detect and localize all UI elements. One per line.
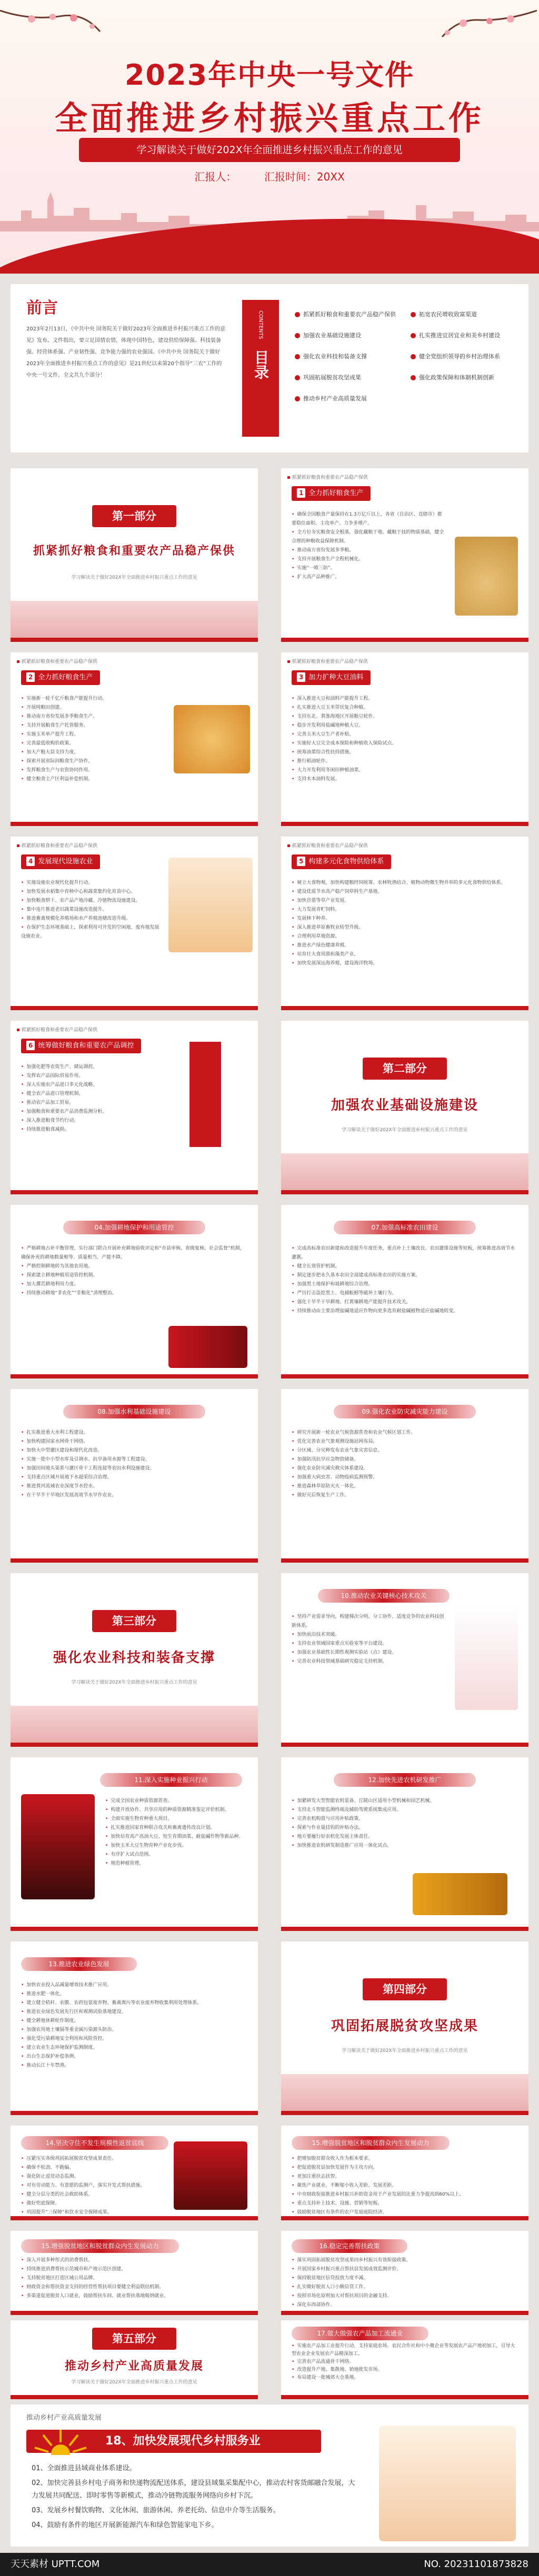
toc-heading: 目录 [252,349,270,379]
bullet-dot-icon [295,354,300,359]
list-item: • 建设优质节水高产稳产饲草料生产基地。 [292,888,518,897]
list-item: • 发展林下种养。 [292,914,518,923]
part-subtitle: 学习解读关于做好202X年全面推进乡村振兴重点工作的意见 [71,575,197,580]
part-badge: 第一部分 [92,505,176,527]
slide-s16: 15.增强脱贫地区和脱贫群众内生发展动力 • 把增加脱贫群众收入作为根本要求。 • 把促进脱贫县加快发展作为主攻方向。 • 更加注重扶志扶智。 • 聚焦产业就业，不断缩小收入差距、发展差距。 • 中央财政衔接推进乡村振兴补助资金用于产业发展的比重力争提高到60%以上。 • 重点支持补上技术、设施、营销等短板。 • 鼓励脱贫地区有条件的农户发展庭院经济。 [281,2126,528,2220]
time-label: 汇报时间：20XX [264,170,345,183]
red-side-panel [189,1042,221,1147]
list-item: • 出台生态保护补偿条例。 [21,2052,247,2061]
grain-bowl-icon [174,705,250,773]
slide-header: 推动乡村产业高质量发展 [26,2414,102,2422]
list-item: • 支持脱贫地区打造区域公用品牌。 [21,2274,247,2283]
list-item: • 加快前沿技术突破。 [292,1631,444,1639]
cover-subtitle: 学习解读关于做好202X年全面推进乡村振兴重点工作的意见 [79,138,460,162]
list-item: • 大力开发利用冬闲田种植油菜。 [292,766,518,775]
bullet-list [292,1797,518,1850]
final-list-item: 02、加快完善县乡村电子商务和快递物流配送体系，建设县域集采集配中心，推动农村客货邮融合发展，大力发展共同配送、即时零售等新模式，推动冷链物流服务网络向乡村下沉。 [32,2479,355,2500]
list-item: • 实施一批中小型水库及引调水、抗旱备用水源等工程建设。 [21,1455,247,1464]
list-item: • 探索开展省际间粮食生产协作。 [21,757,168,766]
toc-list [295,300,521,437]
toc-item-label: 加强农业基础设施建设 [303,332,361,339]
flag-bearers-icon [174,2141,247,2210]
list-item: • 强化干旱半干旱耕地、红黄壤耕地产能提升技术攻关。 [292,1298,518,1307]
list-item: • 在保护生态环境基础上，探索利用可开发的空闲地、废弃地发展设施农业。 [21,923,163,941]
bullet-list [292,1613,444,1666]
list-item: • 加紧研发大型智能农机装备、丘陵山区适用小型机械和园艺机械。 [292,1797,518,1806]
list-item: • 健全长效管护机制。 [292,1262,518,1271]
toc-item-label: 拓宽农民增收致富渠道 [419,311,477,318]
soldiers-flag-icon [21,1794,95,1899]
list-item: • 加快推进农机研发制造推广应用一体化试点。 [292,1842,518,1850]
list-item: • 地方要履行好农机化发展主体责任。 [292,1833,518,1842]
slide-s5 [281,837,528,1010]
list-item: • 探索与作业量挂钩的补贴办法。 [292,1824,518,1833]
section-tag: 5 构建多元化食物供给体系 [292,854,391,869]
list-item: • 持续推动由主要治理盐碱地适应作物向更多选育耐盐碱植物适应盐碱地转变。 [292,1307,518,1316]
list-item: • 做好兜底保障。 [21,2199,163,2208]
slide-s9: 08.加强水利基础设施建设 • 扎实推进重大水利工程建设。 • 加快构建国家水网骨干网络。 • 加快大中型灌区建设和现代化改造。 • 实施一批中小型水库及引调水、抗旱备用水源等工程建设。 • 加强田间地头渠系与灌区骨干工程连接等农田水利设施建设。 • 支持重点区域开展地下水超采综合治理。 • 推进黄河流域农业深度节水控水。 • 在干旱半干旱地区发展高效节水旱作农业。 [11,1389,258,1563]
bullet-dot-icon [411,375,416,380]
watermark-left: 天天素材 UPTT.COM [11,2559,100,2570]
list-item: • 支持重点区域开展地下水超采综合治理。 [21,1473,247,1482]
list-item: • 推进农业绿色发展先行区和观测试验基地建设。 [21,2008,247,2017]
list-item: • 深化东西部协作。 [292,2301,518,2310]
bullet-list [21,1981,247,2070]
list-item: • 持续推动耕地“非农化”“非粮化”清理整治。 [21,1289,247,1298]
list-item: • 按照市场化原则加大对帮扶项目的金融支持。 [292,2292,518,2301]
slide-s10: 09.强化农业防灾减灾能力建设 • 研究开展新一轮农业气候资源普查和农业气候区划工作。 • 优化完善农业气象观测设施站网布局。 • 分区域、分灾种发布农业气象灾害信息。 • 加强防汛抗旱应急物资储备。 • 强化农业防灾减灾救灾体系建设。 • 加强重大病虫害、动物疫病监测预警。 • 推进森林草原防灭火一体化。 • 做好灾后恢复生产工作。 [281,1389,528,1563]
list-item: • 扎实推进大豆玉米带状复合种植。 [292,703,518,712]
final-list-item: 03、发展乡村餐饮购物、文化休闲、旅游休闲、养老托幼、信息中介等生活服务。 [32,2507,280,2514]
list-item: • 大力发展青贮饲料。 [292,905,518,914]
bullet-list [292,695,518,784]
slide-header: 抓紧抓好粮食和重要农产品稳产保供 [287,842,368,849]
list-item: • 开展吨粮田创建。 [21,703,168,712]
list-item: • 布局建设一批城郊大仓基地。 [292,2374,518,2382]
bullet-list [292,510,444,582]
bullet-dot-icon [295,333,300,338]
list-item: • 确保不松劲、不跑偏。 [21,2164,163,2172]
list-item: • 开展国家乡村振兴重点帮扶县发展成效监测评价。 [292,2265,518,2274]
list-item: • 多渠道促进脱贫人口就业，鼓励帮扶车间、就业帮扶基地吸纳就业。 [21,2292,247,2301]
city-skyline-icon [281,2074,528,2111]
slide-s15: 14.坚决守住不发生规模性返贫底线 • 压紧压实各级巩固拓展脱贫攻坚成果责任。 • 确保不松劲、不跑偏。 • 强化防止返贫动态监测。 • 对有劳动能力、有意愿的监测户，落实开发式帮扶措施。 • 健全分层分类的社会救助体系。 • 做好兜底保障。 • 巩固提升“三保障”和饮水安全保障成果。 [11,2126,258,2220]
list-item: • 加快大中型灌区建设和现代化改造。 [21,1446,247,1455]
final-list-item: 01、全面推进县域商业体系建设。 [32,2464,136,2472]
bullet-dot-icon [295,312,300,317]
list-item: • 加快培育高产高油大豆、短生育期油菜、耐盐碱作物等新品种。 [105,1833,247,1842]
list-item: • 研究开展新一轮农业气候资源普查和农业气候区划工作。 [292,1428,518,1437]
list-item: • 扩大高产品种推广。 [292,573,444,582]
slide-s19: 17.做大做强农产品加工流通业 • 实施农产品加工业提升行动，支持家庭农场、农民合作社和中小微企业等发展农产品产地初加工，引导大型农业企业发展农产品精深加工。 • 完善农产品流通骨干网络。 • 改造提升产地、集散地、销地批发市场。 • 布局建设一批城郊大仓基地。 [281,2320,528,2399]
list-item: • 加快发展水稻集中育秧中心和蔬菜集约化育苗中心。 [21,888,163,897]
list-item: • 发挥农产品国际贸易作用。 [21,1072,179,1081]
list-item: • 改造提升产地、集散地、销地批发市场。 [292,2366,518,2374]
list-item: • 加大撂荒耕地利用力度。 [21,1280,247,1289]
bullet-dot-icon [411,312,416,317]
cover-title-line1: 2023年中央一号文件 [124,58,415,92]
list-item: • 加强黑土地保护和坡耕地综合治理。 [292,1280,518,1289]
list-item: • 压紧压实各级巩固拓展脱贫攻坚成果责任。 [21,2155,163,2164]
bullet-list [292,879,518,968]
list-item: • 支持东北、黄淮海地区开展粮豆轮作。 [292,712,518,721]
bullet-list [292,1244,518,1316]
list-item: • 加强粮食和重要农产品消费监测分析。 [21,1108,179,1116]
slide-header: 抓紧抓好粮食和重要农产品稳产保供 [17,842,97,849]
list-item: • 做好灾后恢复生产工作。 [292,1491,518,1500]
watermark-right: NO. 20231101873828 [424,2559,528,2570]
list-item: • 财政资金和帮扶资金支持的经营性帮扶项目要健全利益联结机制。 [21,2283,247,2292]
list-item: • 构建开放协作、共享应用的种质资源精准鉴定评价机制。 [105,1806,247,1815]
cover-banner [0,0,539,274]
list-item: • 聚焦产业就业，不断缩小收入差距、发展差距。 [292,2181,518,2190]
slide-s2 [11,652,258,826]
list-item: • 深入推进大豆和油料产能提升工程。 [292,695,518,703]
list-item: • 深入推进粮食节约行动。 [21,1116,179,1125]
bullet-list [105,1797,247,1868]
part-divider-1 [11,468,258,642]
section-tag: 4 发展现代设施农业 [21,854,100,869]
section-bar: 04.加强耕地保护和用途管控 [63,1221,205,1234]
list-item: • 坚持产业需求导向，构建梯次分明、分工协作、适度竞争的农业科技创新体系。 [292,1613,444,1631]
list-item: • 规范种植管理。 [105,1859,247,1868]
list-item: • 鼓励脱贫地区有条件的农户发展庭院经济。 [292,2208,518,2217]
list-item: • 加强农用地土壤镉等重金属污染源头防治。 [21,2026,247,2035]
preface-text: 2023年2月13日，《中共中央 国务院关于做好2023年全面推进乡村振兴重点工作的意见》发布。文件指出，要立足国情农情，体现中国特色，建设供给保障强、科技装备强、经营体系强、产业韧性强、竞争能力强的农业强国。《中共中央 国务院关于做好2023年全面推进乡村振兴重点工作的意见》是21世纪以来第20个指导“三农”工作的中央一号文件。全文共九个部分！ [26,326,226,378]
list-item: • 推进畜禽规模化养殖场和水产养殖池塘改造升级。 [21,914,163,923]
list-item: • 保持脱贫地区信贷投放力度不减。 [292,2274,518,2283]
list-item: • 在干旱半干旱地区发展高效节水旱作农业。 [21,1491,247,1500]
list-item: • 实施新一轮千亿斤粮食产能提升行动。 [21,695,168,703]
slide-s11: 10.推动农业关键核心技术攻关 • 坚持产业需求导向，构建梯次分明、分工协作、适度竞争的农业科技创新体系。 • 加快前沿技术突破。 • 支持农业领域国家重点实验室等平台建设。 • 加强农业基础性长期性观测实验站（点）建设。 • 完善农业科技领域基础研究稳定支持机制。 [281,1573,528,1747]
toc-item[interactable] [411,374,521,382]
list-item: • 加强防汛抗旱应急物资储备。 [292,1455,518,1464]
list-item: • 制定逐步把永久基本农田全部建成高标准农田的实施方案。 [292,1271,518,1280]
bullet-dot-icon [295,396,300,401]
list-item: • 实施“一喷三防”。 [292,564,444,573]
list-item: • 推动长江十年禁渔。 [21,2061,247,2070]
toc-item[interactable] [411,310,521,319]
list-item: • 完善农机购置与应用补贴政策。 [292,1815,518,1824]
city-skyline-icon [281,1153,528,1190]
bullet-dot-icon [411,354,416,359]
list-item: • 加强田间地头渠系与灌区骨干工程连接等农田水利设施建设。 [21,1464,247,1473]
section-title: 全力抓好粮食生产 [308,489,364,497]
bullet-list [21,1063,179,1134]
list-item: • 完成全国农业种质资源普查。 [105,1797,247,1806]
part-title: 抓紧抓好粮食和重要农产品稳产保供 [33,545,235,558]
list-item: • 对有劳动能力、有意愿的监测户，落实开发式帮扶措施。 [21,2181,163,2190]
city-skyline-icon [11,1706,258,1743]
list-item: • 更加注重扶志扶智。 [292,2172,518,2181]
list-item: • 优化完善农业气象观测设施站网布局。 [292,1437,518,1446]
list-item: • 确保全国粮食产量保持在1.3万亿斤以上，各省（自治区、直辖市）都要稳住面积、主攻单产、力争多增产。 [292,510,444,528]
toc-item[interactable] [295,374,405,382]
part-divider-4: 第四部分 巩固拓展脱贫攻坚成果 学习解读关于做好202X年全面推进乡村振兴重点工作的意见 [281,1941,528,2115]
section-tag: 3 加力扩种大豆油料 [292,670,371,685]
final-list [32,2462,358,2534]
list-item: • 集中连片推进老旧蔬菜设施改造提升。 [21,905,163,914]
toc-item-label: 健全党组织领导的乡村治理体系 [419,353,500,360]
toc-item-label: 强化政策保障和体制机制创新 [419,374,494,381]
toc-item-label: 巩固拓展脱贫攻坚成果 [303,374,361,381]
list-item: • 落实巩固拓展脱贫攻坚成果同乡村振兴有效衔接政策。 [292,2256,518,2265]
list-item: • 推进水产绿色健康养殖。 [292,941,518,950]
list-item: • 中央财政衔接推进乡村振兴补助资金用于产业发展的比重力争提高到60%以上。 [292,2190,518,2199]
section-tag: 2 全力抓好粮食生产 [21,670,100,685]
toc-item-label: 推动乡村产业高质量发展 [303,395,367,402]
list-item: • 加快农业投入品减量增效技术推广应用。 [21,1981,247,1990]
toc-item-label: 扎实推进宜居宜业和美乡村建设 [419,332,500,339]
list-item: • 把促进脱贫县加快发展作为主攻方向。 [292,2164,518,2172]
list-item: • 加快发展深远海养殖，建设海洋牧场。 [292,959,518,968]
list-item: • 健全分层分类的社会救助体系。 [21,2190,163,2199]
bullet-list [292,2256,518,2315]
list-item: • 深入推进草原畜牧业转型升级。 [292,923,518,932]
list-item: • 健全粮食主产区利益补偿机制。 [21,775,168,784]
toc-item-label: 抓紧抓好粮食和重要农产品稳产保供 [303,311,396,318]
people-illustration-icon [379,2426,516,2541]
list-item: • 扎实推进国家育种联合攻关和畜禽遗传改良计划。 [105,1824,247,1833]
slide-s13: 12.加快先进农机研发推广 • 加紧研发大型智能农机装备、丘陵山区适用小型机械和园艺机械。 • 支持北斗智能监测终端及辅助驾驶系统集成应用。 • 完善农机购置与应用补贴政策。 • 探索与作业量挂钩的补贴办法。 • 地方要履行好农机化发展主体责任。 • 加快推进农机研发制造推广应用一体化试点。 [281,1757,528,1931]
list-item: • 加强重大病虫害、动物疫病监测预警。 [292,1473,518,1482]
bullet-list [292,2342,518,2382]
part-divider-2: 第二部分 加强农业基础设施建设 学习解读关于做好202X年全面推进乡村振兴重点工作的意见 [281,1021,528,1194]
list-item: • 支持木本油料发展。 [292,775,518,784]
list-item: • 树立大食物观，加快构建粮经饲统筹、农林牧渔结合、植物动物微生物并举的多元化食物供给体系。 [292,879,518,888]
part-divider-5: 第五部分 推动乡村产业高质量发展 学习解读关于做好202X年全面推进乡村振兴重点工作的意见 [11,2320,258,2399]
list-item: • 重点支持补上技术、设施、营销等短板。 [292,2199,518,2208]
final-slide [11,2404,528,2547]
bullet-list [21,1428,247,1500]
list-item: • 培育壮大食用菌和藻类产业。 [292,950,518,959]
flag-silhouette-icon [168,1326,247,1368]
bullet-list [21,2256,247,2301]
list-item: • 健全耕地休耕轮作制度。 [21,2017,247,2026]
toc-item[interactable] [411,331,521,340]
bullet-list [21,2155,163,2217]
preface-title: 前言 [26,299,58,317]
list-item: • 支持开展粮食生产托管服务。 [21,721,168,730]
list-item: • 完善农业科技领域基础研究稳定支持机制。 [292,1657,444,1666]
list-item: • 全面实施生物育种重大项目。 [105,1815,247,1824]
bullet-list [292,2155,518,2217]
list-item: • 强化防止返贫动态监测。 [21,2172,163,2181]
toc-item[interactable] [295,353,405,361]
list-item: • 完善玉米大豆生产者补贴。 [292,730,518,739]
list-item: • 巩固提升“三保障”和饮水安全保障成果。 [21,2208,163,2217]
toc-item[interactable] [295,310,405,319]
bullet-list [292,1428,518,1500]
list-item: • 推进水肥一体化。 [21,1990,247,1999]
list-item: • 完善最低收购价政策。 [21,739,168,748]
toc-item[interactable] [411,353,521,361]
list-item: • 加强化肥等农资生产、储运调控。 [21,1063,179,1072]
list-item: • 严格控制耕地转为其他农用地。 [21,1262,247,1271]
list-item: • 完成高标准农田新建和改造提升年度任务，重点补上土壤改良、农田灌排设施等短板，统筹推进高效节水灌溉。 [292,1244,518,1262]
list-item: • 推动南方省份发展多季粮。 [292,546,444,555]
section-tag [292,486,371,501]
watermark-bar [0,2553,539,2576]
list-item: • 扎实推进重大水利工程建设。 [21,1428,247,1437]
list-item: • 建立农业生态环境保护监测制度。 [21,2044,247,2052]
slide-s6 [11,1021,258,1194]
bullet-list [21,695,168,784]
toc-item[interactable] [295,331,405,340]
bullet-list [21,1244,247,1298]
slide-header: 抓紧抓好粮食和重要农产品稳产保供 [287,474,368,480]
slide-s17: 15.增强脱贫地区和脱贫群众内生发展动力 • 深入开展多种形式的消费帮扶。 • 持续推进消费帮扶示范城市和产地示范区创建。 • 支持脱贫地区打造区域公用品牌。 • 财政资金和帮扶资金支持的经营性帮扶项目要健全利益联结机制。 • 多渠道促进脱贫人口就业，鼓励帮扶车间、就业帮扶基地吸纳就业。 [11,2231,258,2315]
list-item: • 支持开展粮食生产全程机械化。 [292,555,444,564]
list-item: • 建立健全秸秆、农膜、农药包装废弃物、畜禽粪污等农业废弃物收集利用处理体系。 [21,1999,247,2008]
list-item: • 推行稻油轮作。 [292,757,518,766]
slide-s8: 07.加强高标准农田建设 • 完成高标准农田新建和改造提升年度任务，重点补上土壤改良、农田灌排设施等短板，统筹推进高效节水灌溉。 • 健全长效管护机制。 • 制定逐步把永久基本农田全部建成高标准农田的实施方案。 • 加强黑土地保护和坡耕地综合治理。 • 严厉打击盗挖黑土、电捕蚯蚓等破坏土壤行为。 • 强化干旱半干旱耕地、红黄壤耕地产能提升技术攻关。 • 持续推动由主要治理盐碱地适应作物向更多选育耐盐碱植物适应盐碱地转变。 [281,1205,528,1378]
list-item: • 健全农产品进口管理机制。 [21,1090,179,1099]
list-item: • 加快苜蓿等草产业发展。 [292,897,518,905]
slide-header: 抓紧抓好粮食和重要农产品稳产保供 [17,1026,97,1033]
toc-item[interactable] [295,395,405,403]
list-item: • 深入开展多种形式的消费帮扶。 [21,2256,247,2265]
list-item: • 把增加脱贫群众收入作为根本要求。 [292,2155,518,2164]
list-item: • 持续推进消费帮扶示范城市和产地示范区创建。 [21,2265,247,2274]
final-title: 18、加快发展现代乡村服务业 [26,2430,321,2453]
list-item: • 加快玉米大豆生物育种产业化步伐。 [105,1842,247,1850]
list-item: • 推动农产品加工贸易。 [21,1099,179,1108]
list-item: • 实施设施农业现代化提升行动。 [21,879,163,888]
list-item: • 加快粮食烘干、农产品产地冷藏、冷链物流设施建设。 [21,897,163,905]
list-item: • 发挥粮食生产与农资协同作用。 [21,766,168,775]
list-item: • 加强农业基础性长期性观测实验站（点）建设。 [292,1648,444,1657]
list-item: • 合理利用草地资源。 [292,932,518,941]
list-item: • 支持农业领域国家重点实验室等平台建设。 [292,1639,444,1648]
list-item: • 实施农产品加工业提升行动，支持家庭农场、农民合作社和中小微企业等发展农产品产地初加工，引导大型农业企业发展农产品精深加工。 [292,2342,518,2358]
toc-heading-block [242,300,279,437]
list-item: • 统筹油菜综合性扶持措施。 [292,748,518,757]
students-illustration-icon [455,1605,518,1710]
list-item: • 支持北斗智能监测终端及辅助驾驶系统集成应用。 [292,1806,518,1815]
final-list-item: 04、鼓励有条件的地区开展新能源汽车和绿色智能家电下乡。 [32,2521,218,2529]
list-item: • 完善农产品流通骨干网络。 [292,2358,518,2366]
list-item: • 有序扩大试点范围。 [105,1850,247,1859]
slide-s14: 13.推进农业绿色发展 • 加快农业投入品减量增效技术推广应用。 • 推进水肥一体化。 • 建立健全秸秆、农膜、农药包装废弃物、畜禽粪污等农业废弃物收集利用处理体系。 • 推进农业绿色发展先行区和观测试验基地建设。 • 健全耕地休耕轮作制度。 • 加强农用地土壤镉等重金属污染源头防治。 • 强化受污染耕地安全利用和风险管控。 • 建立农业生态环境保护监测制度。 • 出台生态保护补偿条例。 • 推动长江十年禁渔。 [11,1941,258,2115]
list-item: • 实施玉米单产提升工程。 [21,730,168,739]
city-skyline-icon [11,601,258,638]
grain-sack-icon [455,537,518,616]
list-item: • 强化农业防灾减灾救灾体系建设。 [292,1464,518,1473]
list-item: • 全方位夯实粮食安全根基，强化藏粮于地、藏粮于技的物质基础，健全合理的种粮收益保障机制。 [292,528,444,546]
slide-s3 [281,652,528,826]
bullet-list [21,879,163,941]
slide-s7 [11,1205,258,1378]
harvester-icon [413,1873,507,1915]
slide-s12: 11.深入实施种业振兴行动 • 完成全国农业种质资源普查。 • 构建开放协作、共享应用的种质资源精准鉴定评价机制。 • 全面实施生物育种重大项目。 • 扎实推进国家育种联合攻关和畜禽遗传改良计划。 • 加快培育高产高油大豆、短生育期油菜、耐盐碱作物等新品种。 • 加快玉米大豆生物育种产业化步伐。 • 有序扩大试点范围。 • 规范种植管理。 [11,1757,258,1931]
cover-title-line2: 全面推进乡村振兴重点工作 [54,99,484,137]
list-item: • 严格耕地占补平衡管理，实行部门联合开展补充耕地验收评定和“市县审核、省级复核、社会监督”机制，确保补充的耕地数量相等、质量相当、产能不降。 [21,1244,247,1262]
slide-s4 [11,837,258,1010]
list-item: • 推进森林草原防灭火一体化。 [292,1482,518,1491]
toc-item-label: 强化农业科技和装备支撑 [303,353,367,360]
slide-s1 [281,468,528,642]
list-item: • 严厉打击盗挖黑土、电捕蚯蚓等破坏土壤行为。 [292,1289,518,1298]
list-item: • 持续推进粮食减损。 [21,1125,179,1134]
section-number: 1 [297,488,305,498]
list-item: • 强化受污染耕地安全利用和风险管控。 [21,2035,247,2044]
list-item: • 加大产粮大县支持力度。 [21,748,168,757]
list-item: • 加快构建国家水网骨干网络。 [21,1437,247,1446]
list-item: • 扎实做好脱贫人口小额信贷工作。 [292,2283,518,2292]
list-item: • 探索建立耕地种植用途管控机制。 [21,1271,247,1280]
list-item: • 推进黄河流域农业深度节水控水。 [21,1482,247,1491]
sunburst-icon [32,2428,89,2455]
bullet-dot-icon [411,333,416,338]
cover-meta [0,168,539,184]
part-divider-3: 第三部分 强化农业科技和装备支撑 学习解读关于做好202X年全面推进乡村振兴重点工作的意见 [11,1573,258,1747]
slide-header: 抓紧抓好粮食和重要农产品稳产保供 [17,658,97,665]
list-item: • 推动南方省份发展多季粮食生产。 [21,712,168,721]
presenter-label: 汇报人： [194,170,237,183]
slide-header: 抓紧抓好粮食和重要农产品稳产保供 [287,658,368,665]
toc-heading-en: CONTENTS [257,310,264,339]
list-item: • 实施好大豆完全成本保险和种植收入保险试点。 [292,739,518,748]
bullet-dot-icon [295,375,300,380]
section-tag: 6 统筹做好粮食和重要农产品调控 [21,1039,141,1053]
list-item: • 稳步开发利用盐碱地种植大豆。 [292,721,518,730]
list-item: • 分区域、分灾种发布农业气象灾害信息。 [292,1446,518,1455]
farmers-illustration-icon [168,858,253,952]
preface-toc-slide [11,284,528,452]
slide-s18: 16.稳定完善帮扶政策 • 落实巩固拓展脱贫攻坚成果同乡村振兴有效衔接政策。 • 开展国家乡村振兴重点帮扶县发展成效监测评价。 • 保持脱贫地区信贷投放力度不减。 • 扎实做好脱贫人口小额信贷工作。 • 按照市场化原则加大对帮扶项目的金融支持。 • 深化东西部协作。 • [281,2231,528,2315]
list-item: • 深入实施农产品进口多元化战略。 [21,1081,179,1090]
